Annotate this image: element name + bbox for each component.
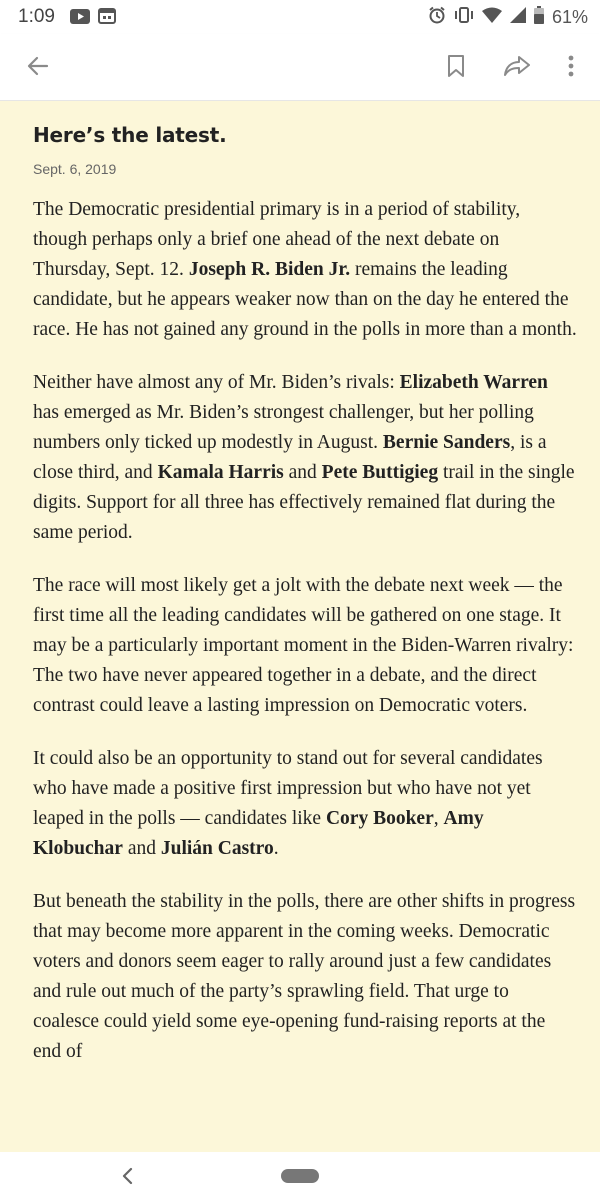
paragraph-text: It could also be an opportunity to stand out for several candidates who have made a positive first impression but who have not yet leaped in the polls — candidates like bbox=[33, 748, 543, 829]
home-pill-icon[interactable] bbox=[281, 1169, 319, 1183]
bold-name: Julián Castro bbox=[160, 838, 274, 859]
article-content bbox=[0, 101, 600, 1152]
article-paragraph bbox=[33, 887, 578, 1067]
youtube-icon bbox=[70, 9, 90, 29]
article-headline: Here’s the latest. bbox=[33, 123, 227, 147]
app-bar bbox=[0, 34, 600, 101]
bold-name: Cory Booker bbox=[325, 808, 434, 829]
paragraph-text: But beneath the stability in the polls, there are other shifts in progress that may become more apparent in the coming weeks. Democratic voters and donors seem eager to rally around just a few candidates and rule out much of the party’s sprawling field. That urge to coalesce could yield some eye-opening fund-raising reports at the end of bbox=[33, 891, 576, 1062]
status-right bbox=[428, 6, 588, 29]
bold-name: Pete Buttigieg bbox=[321, 462, 439, 483]
wifi-icon bbox=[482, 7, 502, 28]
signal-icon bbox=[510, 7, 526, 28]
bold-name: Bernie Sanders bbox=[382, 432, 511, 453]
calendar-icon bbox=[98, 8, 116, 29]
paragraph-text: . bbox=[273, 838, 279, 859]
bookmark-button[interactable] bbox=[440, 52, 472, 84]
share-icon bbox=[503, 54, 531, 83]
article-paragraph bbox=[33, 744, 578, 864]
system-nav-bar bbox=[0, 1152, 600, 1200]
paragraph-text: has emerged as Mr. Biden’s strongest challenger, but her polling numbers only ticked up modestly in August. bbox=[33, 402, 534, 453]
more-button[interactable] bbox=[555, 52, 587, 84]
paragraph-text: The Democratic presidential primary is in a period of stability, though perhaps only a brief one ahead of the next debate on Thursday, Sept. 12. bbox=[33, 199, 521, 280]
bookmark-icon bbox=[446, 54, 466, 83]
paragraph-text: , is a close third, and bbox=[33, 432, 547, 483]
article-paragraph bbox=[33, 195, 578, 345]
bold-name: Kamala Harris bbox=[157, 462, 284, 483]
more-icon bbox=[567, 54, 575, 83]
status-time: 1:09 bbox=[18, 6, 55, 27]
article-paragraph bbox=[33, 571, 578, 721]
status-bar bbox=[0, 0, 600, 34]
paragraph-text: trail in the single digits. Support for all three has effectively remained flat during the same period. bbox=[33, 462, 575, 543]
nav-back-icon[interactable] bbox=[116, 1164, 140, 1188]
bold-name: Joseph R. Biden Jr. bbox=[188, 259, 351, 280]
alarm-icon bbox=[428, 6, 446, 29]
share-button[interactable] bbox=[501, 52, 533, 84]
article-body bbox=[33, 195, 578, 1090]
paragraph-text: The race will most likely get a jolt with the debate next week — the first time all the leading candidates will be gathered on one stage. It may be a particularly important moment in the Biden-Warren rivalry: The two have never appeared together in a debate, and the direct contrast could leave a lasting impression on Democratic voters. bbox=[33, 575, 574, 716]
paragraph-text: and bbox=[122, 838, 161, 859]
paragraph-text: and bbox=[283, 462, 322, 483]
article-date: Sept. 6, 2019 bbox=[33, 161, 117, 177]
article-paragraph bbox=[33, 368, 578, 548]
battery-icon bbox=[534, 6, 544, 29]
bold-name: Amy Klobuchar bbox=[33, 808, 484, 859]
bold-name: Elizabeth Warren bbox=[399, 372, 548, 393]
vibrate-icon bbox=[454, 6, 474, 29]
back-button[interactable] bbox=[22, 52, 54, 84]
status-left-icons bbox=[70, 8, 116, 29]
paragraph-text: Neither have almost any of Mr. Biden’s rivals: bbox=[33, 372, 400, 393]
paragraph-text: remains the leading candidate, but he appears weaker now than on the day he entered the race. He has not gained any ground in the polls in more than a month. bbox=[33, 259, 577, 340]
battery-percent: 61% bbox=[551, 7, 588, 27]
paragraph-text: , bbox=[433, 808, 444, 829]
back-arrow-icon bbox=[26, 54, 50, 83]
